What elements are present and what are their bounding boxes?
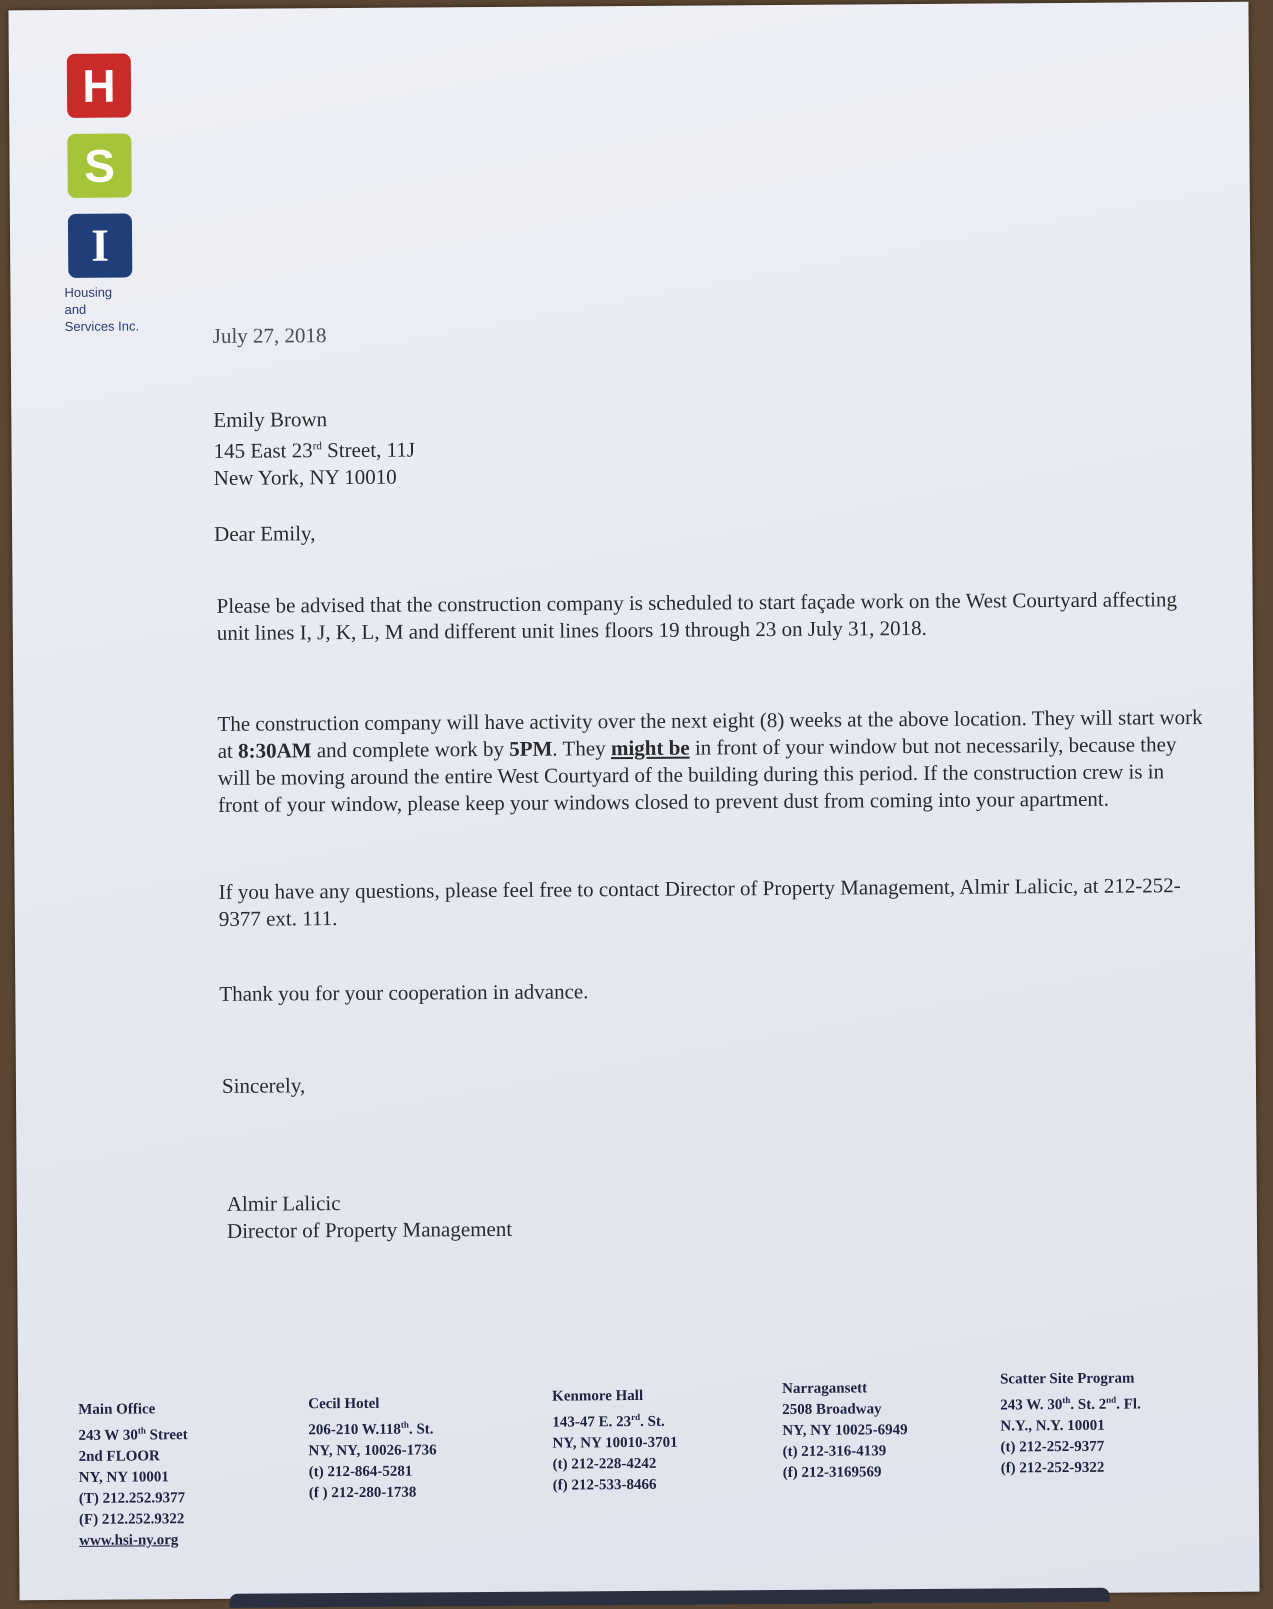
signature-block	[227, 1189, 513, 1245]
logo-wordmark	[64, 283, 194, 335]
salutation: Dear Emily,	[214, 521, 316, 546]
start-time: 8:30AM	[237, 738, 312, 763]
recipient-address	[213, 406, 415, 492]
website-link: www.hsi-ny.org	[79, 1532, 179, 1549]
paragraph-thanks: Thank you for your cooperation in advance.	[219, 979, 589, 1006]
paragraph-schedule: Please be advised that the construction company is scheduled to start façade work on the West Courtyard affecting unit lines I, J, K, L, M and different unit lines floors 19 through 23 on July 31, 2018.	[216, 587, 1178, 645]
logo-s-block: S	[67, 133, 131, 197]
footer-main-office: Main Office 243 W 30th Street 2nd FLOOR NY, NY 10001 (T) 212.252.9377 (F) 212.252.9322 www.hsi-ny.org	[78, 1399, 188, 1552]
footer-kenmore-hall: Kenmore Hall 143-47 E. 23rd. St. NY, NY 10010-3701 (t) 212-228-4242 (f) 212-533-8466	[552, 1387, 678, 1494]
logo-text-line: and	[64, 301, 87, 317]
letter-page	[8, 2, 1259, 1601]
signer-title: Director of Property Management	[226, 1216, 513, 1243]
recipient-street: 145 East 23rd Street, 11J	[213, 437, 416, 463]
logo-h-block: H	[67, 53, 131, 117]
recipient-city: New York, NY 10010	[213, 464, 397, 490]
paragraph-contact: If you have any questions, please feel free to contact Director of Property Management, Almir Lalicic, at 212-252-9377 ext. 111.	[218, 873, 1181, 931]
binder-edge	[230, 1588, 1110, 1608]
signer-name: Almir Lalicic	[226, 1191, 341, 1216]
logo-text-line: Housing	[64, 284, 113, 300]
footer-cecil-hotel: Cecil Hotel 206-210 W.118th. St. NY, NY, 10026-1736 (t) 212-864-5281 (f ) 212-280-1738	[308, 1395, 437, 1502]
letter-date: July 27, 2018	[212, 323, 327, 348]
closing: Sincerely,	[221, 1073, 306, 1098]
end-time: 5PM	[509, 736, 553, 761]
footer-narragansett: Narragansett 2508 Broadway NY, NY 10025-6949 (t) 212-316-4139 (f) 212-3169569	[782, 1380, 908, 1481]
paragraph-activity: The construction company will have activity over the next eight (8) weeks at the above location. They will start work at 8:30AM and complete work by 5PM. They might be in front of your window but not necessarily, because they will be moving around the entire West Courtyard of the building during this period. If the construction crew is in front of your window, please keep your windows closed to prevent dust from coming into your apartment.	[217, 705, 1203, 817]
footer-scatter-site: Scatter Site Program 243 W. 30th. St. 2nd. Fl. N.Y., N.Y. 10001 (t) 212-252-9377 (f) 212-252-9322	[999, 1370, 1141, 1477]
logo-i-block: I	[68, 213, 132, 277]
might-be-emphasis: might be	[610, 735, 690, 761]
recipient-name: Emily Brown	[213, 407, 328, 432]
logo-text-line: Services Inc.	[64, 318, 140, 334]
